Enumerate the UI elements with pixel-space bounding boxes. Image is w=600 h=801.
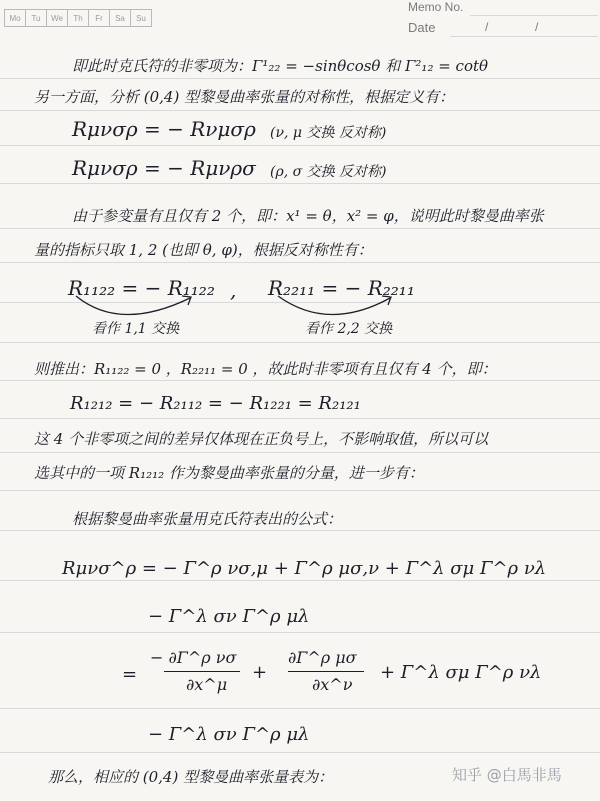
weekday-box: Sa — [109, 9, 131, 27]
line-choose-component: 选其中的一项 R₁₂₁₂ 作为黎曼曲率张量的分量，进一步有： — [34, 464, 424, 482]
line-sign-difference: 这 4 个非零项之间的差异仅体现在正负号上，不影响取值，所以可以 — [34, 430, 489, 448]
equation-r2211: R₂₂₁₁ = − R₂₂₁₁ — [268, 276, 415, 300]
line-deduction: 则推出：R₁₁₂₂ = 0 ，R₂₂₁₁ = 0 ，故此时非零项有且仅有 4 个，即： — [34, 360, 497, 378]
equation-r1122: R₁₁₂₂ = − R₁₁₂₂ — [68, 276, 215, 300]
weekday-box: Fr — [88, 9, 110, 27]
line-formula-intro: 根据黎曼曲率张量用克氏符表出的公式： — [72, 510, 343, 528]
line-christoffel-nonzero: 即此时克氏符的非零项为：Γ¹₂₂ = −sinθcosθ 和 Γ²₁₂ = cotθ — [72, 57, 489, 75]
ruled-line — [0, 418, 600, 419]
weekday-box: Su — [130, 9, 152, 27]
ruled-line — [0, 183, 600, 184]
memo-label: Memo No. — [408, 0, 464, 14]
note-antisym-mu-nu: (ν, μ 交换 反对称) — [270, 125, 387, 141]
ruled-line — [0, 580, 600, 581]
ruled-line — [0, 530, 600, 531]
ruled-line — [0, 228, 600, 229]
date-label: Date — [408, 20, 436, 35]
plus-sign: + — [252, 662, 268, 683]
fraction-bar — [164, 671, 240, 672]
note-antisym-rho-sigma: (ρ, σ 交换 反对称) — [270, 164, 387, 180]
weekday-box: We — [46, 9, 68, 27]
fraction-b-denominator: ∂x^ν — [312, 675, 353, 694]
equation-riemann-definition: Rμνσ^ρ = − Γ^ρ νσ,μ + Γ^ρ μσ,ν + Γ^λ σμ Γ^ρ νλ — [62, 558, 547, 579]
weekday-boxes — [4, 9, 151, 27]
ruled-line — [0, 78, 600, 79]
fraction-a-numerator: − ∂Γ^ρ νσ — [150, 648, 237, 667]
equation-product-term: + Γ^λ σμ Γ^ρ νλ — [380, 662, 542, 683]
ruled-line — [0, 110, 600, 111]
ruled-line — [0, 262, 600, 263]
weekday-box: Th — [67, 9, 89, 27]
watermark: 知乎 @白馬非馬 — [452, 766, 562, 784]
ruled-line — [0, 752, 600, 753]
equation-four-nonzero: R₁₂₁₂ = − R₂₁₁₂ = − R₁₂₂₁ = R₂₁₂₁ — [70, 393, 361, 414]
fraction-b-numerator: ∂Γ^ρ μσ — [288, 648, 357, 667]
equation-antisym-mu-nu: Rμνσρ = − Rνμσρ — [72, 117, 256, 141]
ruled-line — [0, 708, 600, 709]
ruled-line — [0, 145, 600, 146]
date-underline — [450, 36, 598, 37]
weekday-box: Mo — [4, 9, 26, 27]
note-swap-11: 看作 1,1 交换 — [92, 321, 180, 337]
note-swap-22: 看作 2,2 交换 — [305, 321, 393, 337]
line-symmetry-intro: 另一方面，分析 (0,4) 型黎曼曲率张量的对称性，根据定义有： — [34, 88, 455, 106]
equation-antisym-rho-sigma: Rμνσρ = − Rμνρσ — [72, 156, 256, 180]
date-slash: / — [485, 20, 489, 34]
ruled-line — [0, 632, 600, 633]
line-parameters: 由于参变量有且仅有 2 个，即：x¹ = θ，x² = φ，说明此时黎曼曲率张 — [72, 207, 544, 225]
fraction-a-denominator: ∂x^μ — [186, 675, 228, 694]
line-conclusion: 那么，相应的 (0,4) 型黎曼曲率张量表为： — [48, 768, 334, 786]
date-slash: / — [535, 20, 539, 34]
weekday-box: Tu — [25, 9, 47, 27]
ruled-line — [0, 342, 600, 343]
ruled-line — [0, 452, 600, 453]
fraction-bar — [288, 671, 364, 672]
equation-final-term: − Γ^λ σν Γ^ρ μλ — [148, 724, 310, 745]
equation-riemann-last-term: − Γ^λ σν Γ^ρ μλ — [148, 606, 310, 627]
line-indices: 量的指标只取 1, 2 (也即 θ, φ)，根据反对称性有： — [34, 241, 373, 259]
ruled-line — [0, 380, 600, 381]
equals-sign: = — [122, 664, 138, 685]
ruled-line — [0, 490, 600, 491]
separator-comma: , — [230, 278, 237, 302]
memo-underline — [470, 15, 598, 16]
